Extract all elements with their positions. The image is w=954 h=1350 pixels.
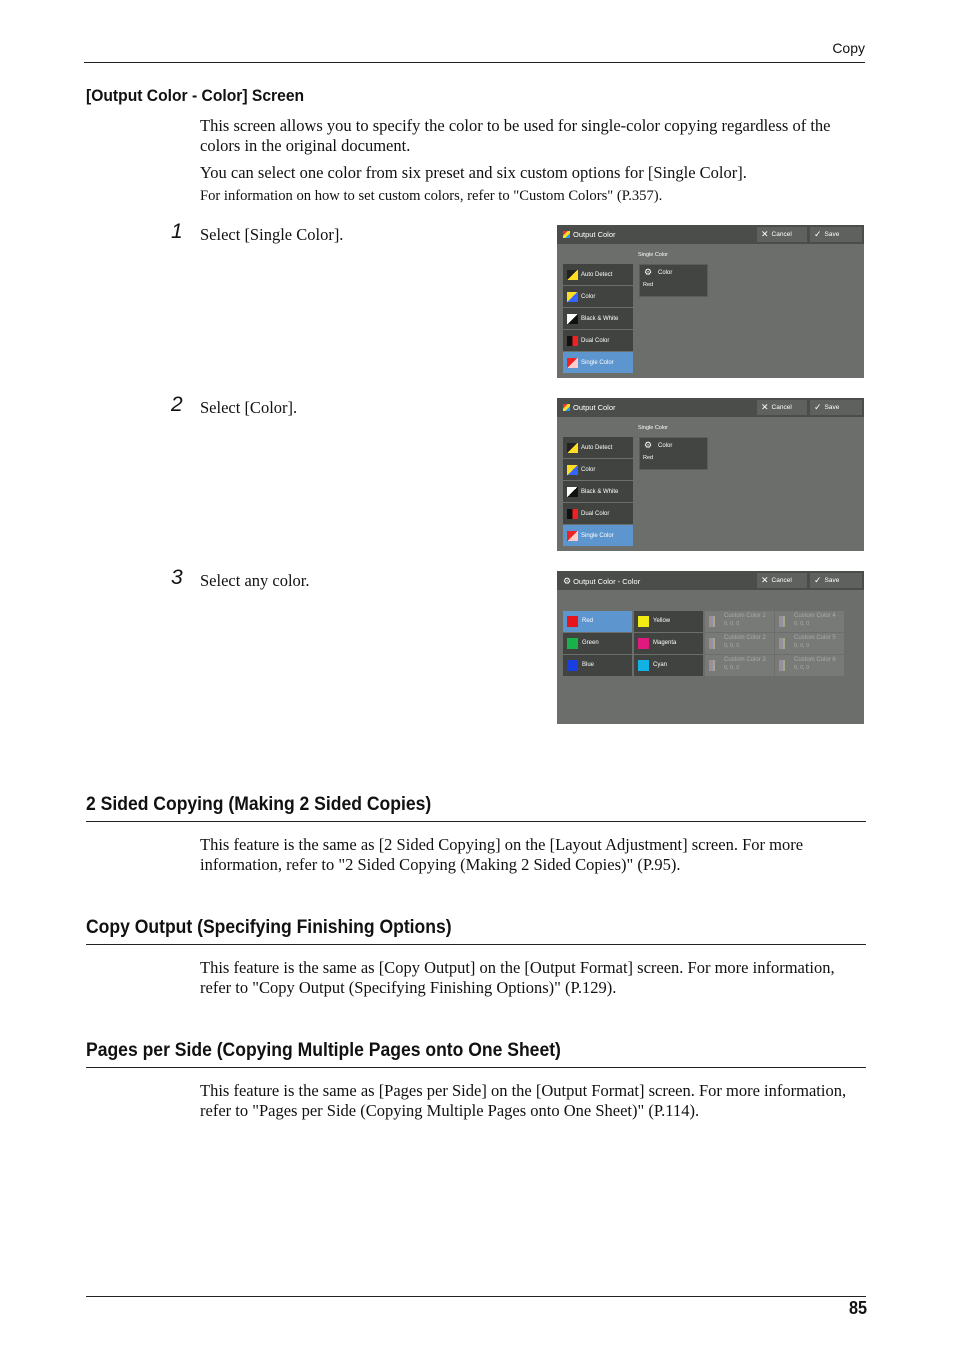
mode-black-white[interactable]	[563, 308, 633, 329]
options-paragraph: You can select one color from six preset and six custom options for [Single Color].	[200, 163, 747, 182]
mode-dual-color[interactable]	[563, 330, 633, 351]
single-color-label: Single Color	[638, 252, 668, 258]
output-color-screenshot-1	[557, 225, 864, 378]
custom-color-1-button	[705, 611, 774, 632]
color-cyan-button[interactable]	[634, 655, 703, 676]
color-sub-button-value: Red	[643, 455, 654, 461]
color-label: Red	[582, 618, 594, 624]
custom-rgb: 0, 0, 0	[794, 643, 810, 649]
cancel-label: Cancel	[771, 577, 792, 584]
mode-label: Dual Color	[581, 338, 610, 344]
output-color-screenshot-2	[557, 398, 864, 551]
custom-rgb: 0, 0, 0	[724, 643, 740, 649]
single-color-icon	[567, 358, 578, 368]
mode-single-color[interactable]	[563, 525, 633, 546]
step-2-text: Select [Color].	[200, 398, 298, 417]
color-label: Blue	[582, 662, 595, 668]
custom-color-2-button	[705, 633, 774, 654]
color-sub-button-value: Red	[643, 282, 654, 288]
check-icon: ✓	[814, 229, 822, 239]
mode-label: Single Color	[581, 360, 614, 366]
color-yellow-button[interactable]	[634, 611, 703, 632]
header-rule	[84, 62, 865, 63]
black-white-icon	[567, 487, 578, 497]
screen-title-text: Output Color	[573, 230, 616, 239]
subsection-heading: [Output Color - Color] Screen	[86, 86, 305, 105]
custom-label: Custom Color 3	[724, 657, 766, 663]
mode-black-white[interactable]	[563, 481, 633, 502]
screen-title	[563, 403, 616, 412]
mode-auto-detect[interactable]	[563, 264, 633, 285]
section-rule	[86, 821, 866, 822]
custom-color-5-button	[775, 633, 844, 654]
screen-title	[563, 230, 616, 239]
green-swatch	[567, 638, 578, 649]
gear-icon: ⚙	[644, 440, 653, 450]
section-body-copy-output: This feature is the same as [Copy Output] on the [Output Format] screen. For more information, refer to "Copy Output (Specifying Finishing Options)" (P.129).	[200, 958, 835, 997]
cancel-button[interactable]	[757, 227, 807, 242]
color-sub-button-label: Color	[658, 443, 673, 449]
check-icon: ✓	[814, 402, 822, 412]
blue-swatch	[567, 660, 578, 671]
step-3-number: 3	[171, 566, 183, 589]
section-body-pages-per-side: This feature is the same as [Pages per Side] on the [Output Format] screen. For more information, refer to "Pages per Side (Copying Multiple Pages onto One Sheet)" (P.114).	[200, 1081, 847, 1120]
check-icon: ✓	[814, 575, 822, 585]
magenta-swatch	[638, 638, 649, 649]
custom-color-4-button	[775, 611, 844, 632]
black-white-icon	[567, 314, 578, 324]
single-color-icon	[567, 531, 578, 541]
section-body-2-sided-copying: This feature is the same as [2 Sided Copying] on the [Layout Adjustment] screen. For more information, refer to "2 Sided Copying (Making 2 Sided Copies)" (P.95).	[200, 835, 804, 874]
section-rule	[86, 1067, 866, 1068]
section-heading-copy-output: Copy Output (Specifying Finishing Options)	[86, 916, 452, 938]
mode-label: Dual Color	[581, 511, 610, 517]
step-1-number: 1	[171, 220, 183, 243]
mode-label: Single Color	[581, 533, 614, 539]
reference-note: For information on how to set custom colors, refer to "Custom Colors" (P.357).	[200, 188, 663, 204]
color-label: Yellow	[653, 618, 671, 624]
custom-color-icon	[779, 638, 785, 649]
mode-label: Black & White	[581, 489, 619, 495]
cancel-label: Cancel	[771, 231, 792, 238]
mode-label: Color	[581, 294, 596, 300]
custom-color-icon	[709, 660, 715, 671]
color-blue-button[interactable]	[563, 655, 632, 676]
cyan-swatch	[638, 660, 649, 671]
custom-label: Custom Color 4	[794, 613, 836, 619]
gear-icon: ⚙	[644, 267, 653, 277]
save-label: Save	[824, 231, 840, 238]
auto-detect-icon	[567, 270, 578, 280]
gear-icon: ⚙	[563, 576, 572, 586]
color-icon	[567, 465, 578, 475]
step-1-text: Select [Single Color].	[200, 225, 344, 244]
section-heading-pages-per-side: Pages per Side (Copying Multiple Pages onto One Sheet)	[86, 1039, 561, 1061]
auto-detect-icon	[567, 443, 578, 453]
custom-color-icon	[779, 616, 785, 627]
color-label: Cyan	[653, 662, 668, 668]
mode-label: Auto Detect	[581, 272, 613, 278]
color-icon	[567, 292, 578, 302]
mode-color[interactable]	[563, 286, 633, 307]
close-icon: ✕	[761, 575, 769, 585]
save-button[interactable]	[810, 227, 862, 242]
custom-rgb: 0, 0, 0	[794, 621, 810, 627]
color-green-button[interactable]	[563, 633, 632, 654]
running-header: Copy	[832, 40, 865, 56]
mode-label: Black & White	[581, 316, 619, 322]
cancel-button[interactable]	[757, 573, 807, 588]
mode-color[interactable]	[563, 459, 633, 480]
color-magenta-button[interactable]	[634, 633, 703, 654]
dual-color-icon	[567, 336, 578, 346]
color-label: Magenta	[653, 640, 677, 646]
step-3-text: Select any color.	[200, 571, 310, 590]
save-label: Save	[824, 577, 840, 584]
color-red-button[interactable]	[563, 611, 632, 632]
custom-rgb: 0, 0, 0	[794, 665, 810, 671]
footer-rule	[86, 1296, 866, 1297]
screen-title-text: Output Color - Color	[573, 577, 641, 586]
red-swatch	[567, 616, 578, 627]
save-button[interactable]	[810, 573, 862, 588]
section-heading-2-sided-copying: 2 Sided Copying (Making 2 Sided Copies)	[86, 793, 432, 815]
color-sub-button[interactable]	[639, 437, 708, 470]
custom-label: Custom Color 2	[724, 635, 766, 641]
mode-label: Auto Detect	[581, 445, 613, 451]
save-label: Save	[824, 404, 840, 411]
single-color-label: Single Color	[638, 425, 668, 431]
save-button[interactable]	[810, 400, 862, 415]
custom-label: Custom Color 1	[724, 613, 766, 619]
close-icon: ✕	[761, 402, 769, 412]
custom-rgb: 0, 0, 0	[724, 621, 740, 627]
custom-color-icon	[709, 638, 715, 649]
custom-color-icon	[709, 616, 715, 627]
output-color-icon	[563, 404, 570, 411]
screen-title-text: Output Color	[573, 403, 616, 412]
custom-color-icon	[779, 660, 785, 671]
custom-label: Custom Color 5	[794, 635, 836, 641]
intro-paragraph: This screen allows you to specify the color to be used for single-color copying regardless of the colors in the original document.	[200, 116, 831, 155]
cancel-label: Cancel	[771, 404, 792, 411]
custom-color-3-button	[705, 655, 774, 676]
mode-single-color[interactable]	[563, 352, 633, 373]
output-color-icon	[563, 231, 570, 238]
custom-label: Custom Color 6	[794, 657, 836, 663]
custom-color-6-button	[775, 655, 844, 676]
screen-title	[563, 576, 640, 587]
yellow-swatch	[638, 616, 649, 627]
output-color-color-screenshot	[557, 571, 864, 724]
mode-label: Color	[581, 467, 596, 473]
cancel-button[interactable]	[757, 400, 807, 415]
color-sub-button[interactable]	[639, 264, 708, 297]
mode-auto-detect[interactable]	[563, 437, 633, 458]
step-2-number: 2	[171, 393, 183, 416]
mode-dual-color[interactable]	[563, 503, 633, 524]
color-label: Green	[582, 640, 599, 646]
custom-rgb: 0, 0, 0	[724, 665, 740, 671]
close-icon: ✕	[761, 229, 769, 239]
dual-color-icon	[567, 509, 578, 519]
color-sub-button-label: Color	[658, 270, 673, 276]
section-rule	[86, 944, 866, 945]
page-number: 85	[848, 1298, 867, 1318]
